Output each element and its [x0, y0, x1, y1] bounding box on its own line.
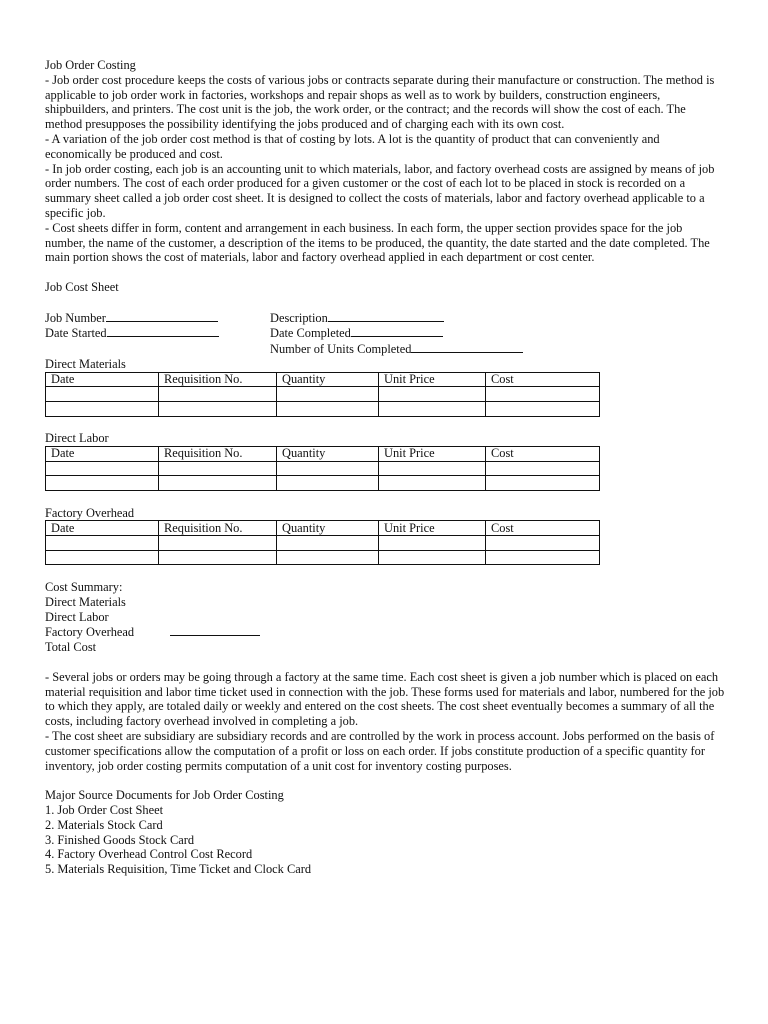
table-row [46, 461, 600, 476]
cost-summary-item: Direct Materials [45, 594, 126, 609]
column-header: Date [46, 447, 159, 462]
table-header-row [46, 521, 600, 536]
column-header: Requisition No. [159, 372, 277, 387]
doc-title: Job Order Costing [45, 58, 136, 72]
closing-paragraph: - Several jobs or orders may be going through a factory at the same time. Each cost sheet is given a job number which is placed on each material requisition and labor time ticket used in connection with the job. These forms used for materials and labor, numbered for the job to which they apply, are totaled daily or weekly and entered on the cost sheets. The cost sheet eventually becomes a summary of all the costs, including factory overhead involved in completing a job. [45, 669, 725, 729]
column-header: Date [46, 521, 159, 536]
job-header-row-1 [45, 310, 725, 326]
list-item: 5. Materials Requisition, Time Ticket and Clock Card [45, 862, 312, 877]
table-header-row [46, 372, 600, 387]
column-header: Unit Price [379, 521, 486, 536]
factory-overhead-heading: Factory Overhead [45, 505, 135, 520]
date-completed-blank [351, 325, 443, 337]
column-header: Date [46, 372, 159, 387]
cost-summary-item: Total Cost [45, 640, 97, 655]
cost-summary-item [45, 624, 725, 640]
list-item: 2. Materials Stock Card [45, 817, 163, 832]
date-completed-label: Date Completed [270, 326, 351, 341]
cost-summary-item: Direct Labor [45, 609, 109, 624]
direct-materials-heading: Direct Materials [45, 356, 126, 371]
date-started-blank [107, 325, 219, 337]
units-completed-label: Number of Units Completed [270, 342, 412, 357]
column-header: Unit Price [379, 447, 486, 462]
direct-labor-heading: Direct Labor [45, 431, 109, 446]
column-header: Requisition No. [159, 521, 277, 536]
table-row [46, 401, 600, 416]
intro-paragraph: - In job order costing, each job is an accounting unit to which materials, labor, and factory overhead costs are assigned by means of job order numbers. The cost of each order produced for a given customer or the cost of each lot to be placed in stock is recorded on a summary sheet called a job order cost sheet. It is designed to collect the costs of materials, labor and factory overhead applicable to a specific job. [45, 161, 715, 220]
description-blank [328, 310, 444, 322]
description-label: Description [270, 310, 328, 325]
table-row [46, 536, 600, 551]
table-row [46, 476, 600, 491]
cost-summary-heading: Cost Summary: [45, 580, 123, 595]
job-header-row-3 [45, 341, 725, 357]
column-header: Unit Price [379, 372, 486, 387]
list-item: 3. Finished Goods Stock Card [45, 832, 195, 847]
closing-paragraph: - The cost sheet are subsidiary are subsidiary records and are controlled by the work in process account. Jobs performed on the basis of customer specifications allow the computation of a profit or loss on each order. If jobs constitute production of a specific quantity for inventory, job order costing permits computation of a unit cost for inventory costing purposes. [45, 729, 715, 773]
intro-paragraph: - Job order cost procedure keeps the costs of various jobs or contracts separate during their manufacture or construction. The method is applicable to job order work in factories, workshops and repair shops as well as to work by builders, construction engineers, shipbuilders, and printers. The cost unit is the job, the work order, or the contract; and the records will show the cost of each. The method presupposes the possibility identifying the jobs produced and of charging each with its own cost. [45, 72, 715, 132]
document-page [45, 58, 725, 877]
job-header-row-2 [45, 325, 725, 341]
column-header: Cost [486, 521, 600, 536]
subtotal-line [170, 624, 260, 636]
column-header: Quantity [277, 521, 379, 536]
cost-summary-item-label: Factory Overhead [45, 625, 135, 640]
source-documents-heading: Major Source Documents for Job Order Costing [45, 788, 284, 803]
job-cost-sheet-heading: Job Cost Sheet [45, 279, 119, 294]
direct-materials-table [45, 372, 600, 417]
column-header: Cost [486, 447, 600, 462]
table-row [46, 550, 600, 565]
list-item: 4. Factory Overhead Control Cost Record [45, 847, 253, 862]
list-item: 1. Job Order Cost Sheet [45, 803, 164, 818]
column-header: Quantity [277, 447, 379, 462]
factory-overhead-table [45, 520, 600, 565]
column-header: Requisition No. [159, 447, 277, 462]
table-header-row [46, 447, 600, 462]
table-row [46, 387, 600, 402]
intro-paragraph: - Cost sheets differ in form, content and arrangement in each business. In each form, the upper section provides space for the job number, the name of the customer, a description of the items to be produced, the quantity, the date started and the date completed. The main portion shows the cost of materials, labor and factory overhead applied in each department or cost center. [45, 220, 710, 265]
intro-paragraph: - A variation of the job order cost method is that of costing by lots. A lot is the quantity of product that can conveniently and economically be produced and cost. [45, 131, 660, 161]
column-header: Quantity [277, 372, 379, 387]
column-header: Cost [486, 372, 600, 387]
date-started-label: Date Started [45, 326, 107, 341]
job-number-blank [106, 310, 218, 322]
units-completed-blank [411, 341, 523, 353]
job-number-label: Job Number [45, 310, 106, 325]
direct-labor-table [45, 446, 600, 491]
